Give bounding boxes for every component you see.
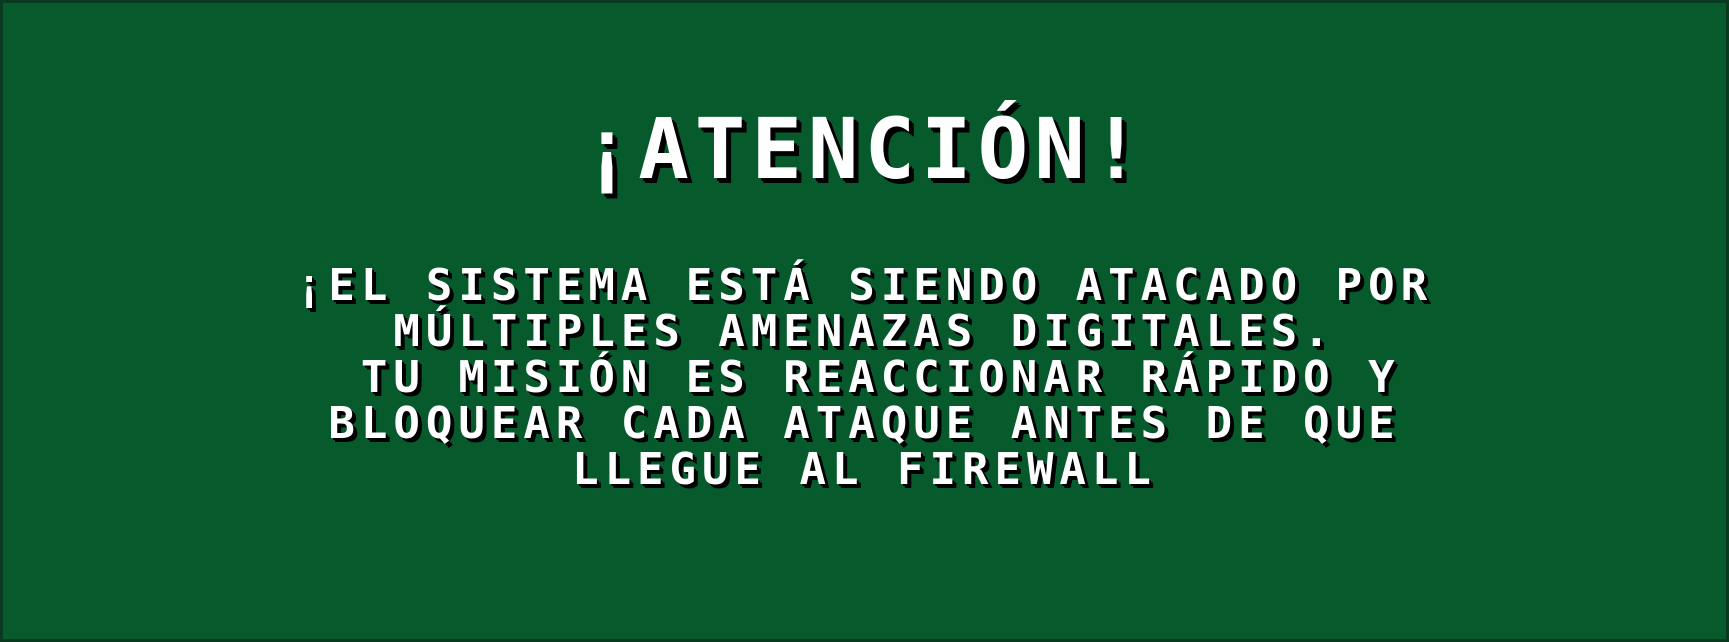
alert-title: ¡ATENCIÓN! [581,100,1148,198]
message-line: MÚLTIPLES AMENAZAS DIGITALES. [393,306,1336,357]
alert-message [3,260,1726,495]
message-line: TU MISIÓN ES REACCIONAR RÁPIDO Y [328,352,1401,403]
message-line: LLEGUE AL FIREWALL [572,444,1157,495]
message-line: ¡EL SISTEMA ESTÁ SIENDO ATACADO POR [295,260,1434,311]
message-line: BLOQUEAR CADA ATAQUE ANTES DE QUE [328,398,1401,449]
